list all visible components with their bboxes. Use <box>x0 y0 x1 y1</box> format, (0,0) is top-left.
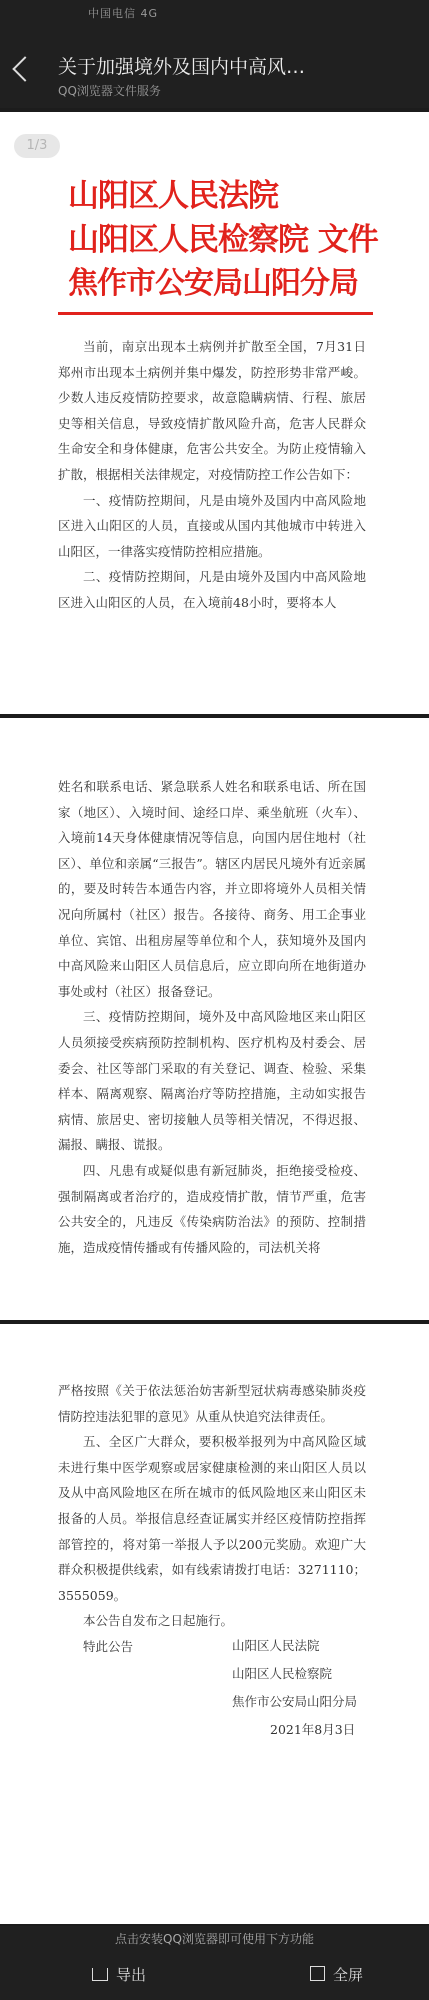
agency-procuratorate-row <box>68 214 378 259</box>
paragraph: 三、疫情防控期间，境外及中高风险地区来山阳区人员须接受疾病预防控制机构、医疗机构及村委会、居委会、社区等部门采取的有关登记、调查、检验、采集样本、隔离观察、隔离治疗等防控措施，主动如实报告病情、旅居史、密切接触人员等相关情况，不得迟报、漏报、瞒报、谎报。 <box>58 1009 366 1153</box>
back-arrow-icon[interactable] <box>12 56 37 81</box>
fullscreen-button[interactable] <box>310 1964 363 1985</box>
document-page-1 <box>0 112 429 714</box>
paragraph: 姓名和联系电话、紧急联系人姓名和联系电话、所在国家（地区）、入境时间、途经口岸、乘坐航班（火车）、入境前14天身体健康情况等信息，向国内居住地村（社区）、单位和亲属“三报告”。辖区内居民凡境外有近亲属的，要及时转告本通告内容，并立即将境外人员相关情况向所属村（社区）报告。各接待、商务、用工企事业单位、宾馆、出租房屋等单位和个人，获知境外及国内中高风险来山阳区人员信息后，应立即向所在地街道办事处或村（社区）报备登记。 <box>58 779 366 999</box>
agency-police: 焦作市公安局山阳分局 <box>68 266 358 301</box>
signature-date: 2021年8月3日 <box>270 1722 356 1737</box>
page-2-body <box>58 774 366 1260</box>
paragraph: 严格按照《关于依法惩治妨害新型冠状病毒感染肺炎疫情防控违法犯罪的意见》从重从快追究法律责任。 <box>58 1383 366 1424</box>
document-page-2 <box>0 718 429 1320</box>
page-3-body <box>58 1378 366 1660</box>
signature-procuratorate: 山阳区人民检察院 <box>232 1666 333 1681</box>
page-1-body <box>58 334 366 616</box>
paragraph: 一、疫情防控期间，凡是由境外及国内中高风险地区进入山阳区的人员，直接或从国内其他城市中转进入山阳区，一律落实疫情防控相应措施。 <box>58 492 366 559</box>
export-label: 导出 <box>116 1966 147 1984</box>
status-carrier: 中国电信 4G <box>88 7 159 20</box>
paragraph: 四、凡患有或疑似患有新冠肺炎，拒绝接受检疫、强制隔离或者治疗的，造成疫情扩散，情节严重，危害公共安全的，凡违反《传染病防治法》的预防、控制措施，造成疫情传播或有传播风险的，司法机关将 <box>58 1162 366 1255</box>
paragraph: 本公告自发布之日起施行。 <box>83 1613 234 1629</box>
header-red-line <box>58 312 373 315</box>
status-bar <box>0 0 429 24</box>
service-subtitle: QQ浏览器文件服务 <box>58 84 161 98</box>
agency-procuratorate: 山阳区人民检察院 <box>68 222 308 258</box>
signature-court: 山阳区人民法院 <box>232 1638 320 1653</box>
document-title: 关于加强境外及国内中高风… <box>58 56 306 78</box>
file-word: 文件 <box>317 222 378 258</box>
signature-police: 焦作市公安局山阳分局 <box>232 1694 358 1709</box>
agency-court: 山阳区人民法院 <box>68 178 278 214</box>
install-hint: 点击安装QQ浏览器即可使用下方功能 <box>115 1932 314 1946</box>
bottom-toolbar <box>0 1926 429 2000</box>
top-bar <box>0 0 429 108</box>
export-button[interactable] <box>92 1964 146 1985</box>
export-icon <box>92 1968 108 1981</box>
fullscreen-icon <box>310 1966 325 1981</box>
fullscreen-label: 全屏 <box>333 1966 364 1984</box>
paragraph: 当前，南京出现本土病例并扩散至全国，7月31日郑州市出现本土病例并集中爆发，防控形势非常严峻。少数人违反疫情防控要求，故意隐瞒病情、行程、旅居史等相关信息，导致疫情扩散风险升高，危害人民群众生命安全和身体健康，危害公共安全。为防止疫情输入扩散，根据相关法律规定，对疫情防控工作公告如下： <box>58 339 366 482</box>
paragraph: 二、疫情防控期间，凡是由境外及国内中高风险地区进入山阳区的人员，在入境前48小时，要将本人 <box>58 569 366 610</box>
page-indicator-badge: 1/3 <box>14 134 60 158</box>
document-page-3 <box>0 1324 429 1924</box>
paragraph: 特此公告 <box>83 1638 134 1654</box>
paragraph: 五、全区广大群众，要积极举报列为中高风险区域未进行集中医学观察或居家健康检测的来山阳区人员以及从中高风险地区在所在城市的低风险地区来山阳区未报备的人员。举报信息经查证属实并经区疫情防控指挥部管控的，将对第一举报人予以200元奖励。欢迎广大群众积极提供线索，如有线索请拨打电话：3271110；3555059。 <box>58 1434 366 1603</box>
